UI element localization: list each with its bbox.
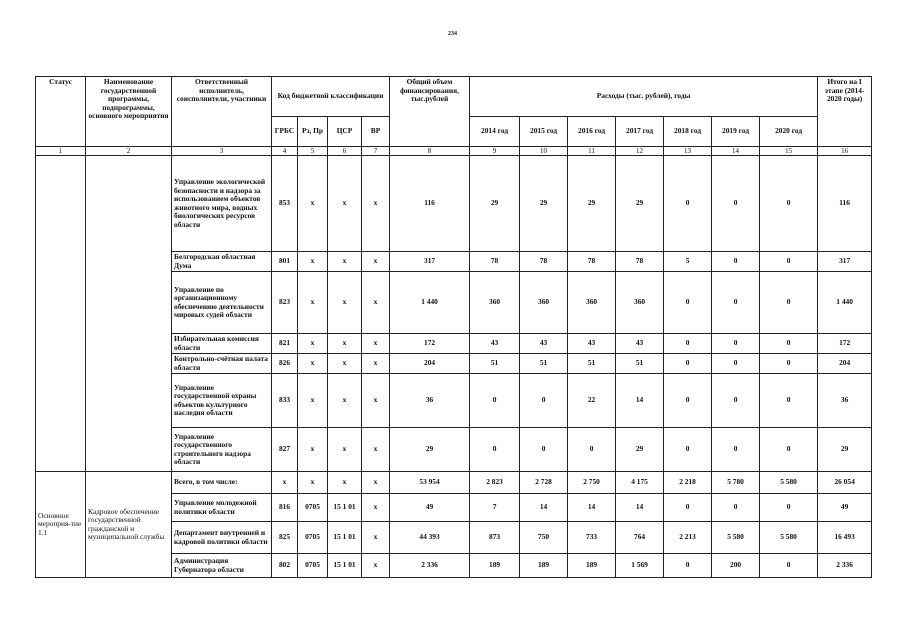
header-total-volume: Общий объем финансирования, тыс.рублей — [390, 77, 470, 147]
year-value-cell: 189 — [568, 554, 616, 578]
year-value-cell: 5 580 — [760, 472, 818, 494]
grbs-cell: 825 — [272, 522, 298, 554]
total-cell: 29 — [390, 428, 470, 472]
executor-cell: Контрольно-счётная палата области — [172, 354, 272, 374]
stage-total-cell: 26 054 — [818, 472, 872, 494]
year-value-cell: 0 — [664, 494, 712, 522]
total-cell: 116 — [390, 156, 470, 252]
year-value-cell: 0 — [712, 494, 760, 522]
grbs-cell: 802 — [272, 554, 298, 578]
column-number: 10 — [520, 147, 568, 156]
year-value-cell: 0 — [760, 374, 818, 428]
stage-total-cell: 16 493 — [818, 522, 872, 554]
grbs-cell: 823 — [272, 272, 298, 334]
rzpr-cell: х — [298, 156, 328, 252]
year-value-cell: 51 — [568, 354, 616, 374]
year-value-cell: 22 — [568, 374, 616, 428]
total-cell: 53 954 — [390, 472, 470, 494]
year-value-cell: 0 — [664, 374, 712, 428]
column-number: 13 — [664, 147, 712, 156]
year-value-cell: 0 — [520, 374, 568, 428]
column-number: 7 — [362, 147, 390, 156]
total-cell: 1 440 — [390, 272, 470, 334]
rzpr-cell: 0705 — [298, 522, 328, 554]
vr-cell: х — [362, 334, 390, 354]
header-year: 2018 год — [664, 117, 712, 147]
csr-cell: х — [328, 252, 362, 272]
year-value-cell: 360 — [568, 272, 616, 334]
column-number: 11 — [568, 147, 616, 156]
column-number: 2 — [86, 147, 172, 156]
vr-cell: х — [362, 252, 390, 272]
year-value-cell: 0 — [664, 272, 712, 334]
vr-cell: х — [362, 156, 390, 252]
header-stage-total: Итого на I этапе (2014-2020 годы) — [818, 77, 872, 147]
header-executor: Ответственный исполнитель, соисполнители, участники — [172, 77, 272, 147]
grbs-cell: 821 — [272, 334, 298, 354]
stage-total-cell: 204 — [818, 354, 872, 374]
grbs-cell: 833 — [272, 374, 298, 428]
year-value-cell: 1 569 — [616, 554, 664, 578]
executor-cell: Управление молодежной политики области — [172, 494, 272, 522]
stage-total-cell: 1 440 — [818, 272, 872, 334]
executor-cell: Департамент внутренней и кадровой политики области — [172, 522, 272, 554]
year-value-cell: 7 — [470, 494, 520, 522]
year-value-cell: 5 — [664, 252, 712, 272]
rzpr-cell: 0705 — [298, 554, 328, 578]
csr-cell: 15 1 01 — [328, 494, 362, 522]
year-value-cell: 2 218 — [664, 472, 712, 494]
year-value-cell: 78 — [616, 252, 664, 272]
year-value-cell: 0 — [760, 272, 818, 334]
year-value-cell: 0 — [760, 354, 818, 374]
year-value-cell: 750 — [520, 522, 568, 554]
year-value-cell: 0 — [760, 252, 818, 272]
grbs-cell: 827 — [272, 428, 298, 472]
year-value-cell: 0 — [712, 354, 760, 374]
total-cell: 44 393 — [390, 522, 470, 554]
total-cell: 49 — [390, 494, 470, 522]
header-year: 2020 год — [760, 117, 818, 147]
year-value-cell: 0 — [760, 554, 818, 578]
year-value-cell: 51 — [616, 354, 664, 374]
rzpr-cell: х — [298, 374, 328, 428]
csr-cell: х — [328, 334, 362, 354]
year-value-cell: 873 — [470, 522, 520, 554]
header-status: Статус — [36, 77, 86, 147]
executor-cell: Управление государственного строительного надзора области — [172, 428, 272, 472]
page-number: 234 — [448, 31, 457, 37]
grbs-cell: 816 — [272, 494, 298, 522]
year-value-cell: 2 823 — [470, 472, 520, 494]
year-value-cell: 0 — [760, 334, 818, 354]
total-cell: 317 — [390, 252, 470, 272]
total-cell: 36 — [390, 374, 470, 428]
csr-cell: х — [328, 272, 362, 334]
executor-cell: Белгородская областная Дума — [172, 252, 272, 272]
csr-cell: х — [328, 354, 362, 374]
executor-cell: Избирательная комиссия области — [172, 334, 272, 354]
executor-cell: Управление по организационному обеспечению деятельности мировых судей области — [172, 272, 272, 334]
column-number: 9 — [470, 147, 520, 156]
csr-cell: х — [328, 156, 362, 252]
year-value-cell: 29 — [616, 428, 664, 472]
budget-table — [35, 76, 872, 578]
vr-cell: х — [362, 522, 390, 554]
vr-cell: х — [362, 374, 390, 428]
header-budget-code: Код бюджетной классификации — [272, 77, 390, 117]
year-value-cell: 0 — [760, 494, 818, 522]
year-value-cell: 0 — [664, 334, 712, 354]
column-number: 4 — [272, 147, 298, 156]
grbs-cell: х — [272, 472, 298, 494]
year-value-cell: 733 — [568, 522, 616, 554]
rzpr-cell: х — [298, 252, 328, 272]
executor-cell: Всего, в том числе: — [172, 472, 272, 494]
total-cell: 204 — [390, 354, 470, 374]
year-value-cell: 200 — [712, 554, 760, 578]
year-value-cell: 2 728 — [520, 472, 568, 494]
executor-cell: Управление экологической безопасности и надзора за использованием объектов животного мира, водных биологических ресурсов области — [172, 156, 272, 252]
vr-cell: х — [362, 428, 390, 472]
year-value-cell: 5 580 — [760, 522, 818, 554]
column-number: 5 — [298, 147, 328, 156]
rzpr-cell: 0705 — [298, 494, 328, 522]
column-number: 14 — [712, 147, 760, 156]
year-value-cell: 764 — [616, 522, 664, 554]
rzpr-cell: х — [298, 354, 328, 374]
csr-cell: х — [328, 374, 362, 428]
year-value-cell: 360 — [470, 272, 520, 334]
vr-cell: х — [362, 472, 390, 494]
stage-total-cell: 29 — [818, 428, 872, 472]
year-value-cell: 0 — [712, 374, 760, 428]
stage-total-cell: 172 — [818, 334, 872, 354]
measure-status-cell: Основное мероприя-тие 1.1 — [36, 472, 86, 578]
year-value-cell: 0 — [760, 156, 818, 252]
stage-total-cell: 2 336 — [818, 554, 872, 578]
year-value-cell: 189 — [520, 554, 568, 578]
rzpr-cell: х — [298, 334, 328, 354]
year-value-cell: 43 — [470, 334, 520, 354]
year-value-cell: 78 — [470, 252, 520, 272]
year-value-cell: 0 — [712, 156, 760, 252]
year-value-cell: 78 — [520, 252, 568, 272]
rzpr-cell: х — [298, 272, 328, 334]
executor-cell: Управление государственной охраны объектов культурного наследия области — [172, 374, 272, 428]
header-expenses: Расходы (тыс. рублей), годы — [470, 77, 818, 117]
year-value-cell: 51 — [520, 354, 568, 374]
year-value-cell: 4 175 — [616, 472, 664, 494]
year-value-cell: 51 — [470, 354, 520, 374]
table-row — [36, 472, 872, 494]
vr-cell: х — [362, 354, 390, 374]
year-value-cell: 0 — [520, 428, 568, 472]
total-cell: 2 336 — [390, 554, 470, 578]
year-value-cell: 0 — [568, 428, 616, 472]
vr-cell: х — [362, 494, 390, 522]
year-value-cell: 14 — [568, 494, 616, 522]
year-value-cell: 43 — [520, 334, 568, 354]
year-value-cell: 0 — [664, 428, 712, 472]
column-number: 8 — [390, 147, 470, 156]
year-value-cell: 0 — [712, 428, 760, 472]
header-year: 2015 год — [520, 117, 568, 147]
year-value-cell: 0 — [760, 428, 818, 472]
csr-cell: х — [328, 472, 362, 494]
year-value-cell: 5 780 — [712, 472, 760, 494]
measure-name-cell: Кадровое обеспечение государственной гражданской и муниципальной службы — [86, 472, 172, 578]
header-vr: ВР — [362, 117, 390, 147]
column-numbers-row — [36, 147, 872, 156]
header-year: 2019 год — [712, 117, 760, 147]
year-value-cell: 29 — [568, 156, 616, 252]
header-name: Наименование государственной программы, подпрограммы, основного мероприятия — [86, 77, 172, 147]
year-value-cell: 0 — [712, 272, 760, 334]
year-value-cell: 5 580 — [712, 522, 760, 554]
stage-total-cell: 116 — [818, 156, 872, 252]
year-value-cell: 0 — [712, 252, 760, 272]
year-value-cell: 0 — [664, 354, 712, 374]
csr-cell: 15 1 01 — [328, 554, 362, 578]
year-value-cell: 78 — [568, 252, 616, 272]
column-number: 12 — [616, 147, 664, 156]
header-rzpr: Рз, Пр — [298, 117, 328, 147]
year-value-cell: 29 — [520, 156, 568, 252]
stage-total-cell: 317 — [818, 252, 872, 272]
header-csr: ЦСР — [328, 117, 362, 147]
header-year: 2016 год — [568, 117, 616, 147]
rzpr-cell: х — [298, 428, 328, 472]
rzpr-cell: х — [298, 472, 328, 494]
grbs-cell: 801 — [272, 252, 298, 272]
year-value-cell: 360 — [616, 272, 664, 334]
year-value-cell: 14 — [520, 494, 568, 522]
total-cell: 172 — [390, 334, 470, 354]
header-year: 2014 год — [470, 117, 520, 147]
stage-total-cell: 49 — [818, 494, 872, 522]
grbs-cell: 853 — [272, 156, 298, 252]
vr-cell: х — [362, 554, 390, 578]
year-value-cell: 0 — [470, 428, 520, 472]
year-value-cell: 2 750 — [568, 472, 616, 494]
year-value-cell: 0 — [712, 334, 760, 354]
year-value-cell: 0 — [470, 374, 520, 428]
header-year: 2017 год — [616, 117, 664, 147]
executor-cell: Администрация Губернатора области — [172, 554, 272, 578]
year-value-cell: 14 — [616, 374, 664, 428]
column-number: 3 — [172, 147, 272, 156]
year-value-cell: 189 — [470, 554, 520, 578]
name-cell — [86, 156, 172, 472]
table-row — [36, 156, 872, 252]
vr-cell: х — [362, 272, 390, 334]
column-number: 6 — [328, 147, 362, 156]
year-value-cell: 43 — [568, 334, 616, 354]
csr-cell: 15 1 01 — [328, 522, 362, 554]
year-value-cell: 43 — [616, 334, 664, 354]
column-number: 16 — [818, 147, 872, 156]
grbs-cell: 826 — [272, 354, 298, 374]
header-grbs: ГРБС — [272, 117, 298, 147]
year-value-cell: 29 — [616, 156, 664, 252]
year-value-cell: 0 — [664, 554, 712, 578]
year-value-cell: 14 — [616, 494, 664, 522]
stage-total-cell: 36 — [818, 374, 872, 428]
year-value-cell: 360 — [520, 272, 568, 334]
year-value-cell: 29 — [470, 156, 520, 252]
column-number: 1 — [36, 147, 86, 156]
csr-cell: х — [328, 428, 362, 472]
column-number: 15 — [760, 147, 818, 156]
year-value-cell: 0 — [664, 156, 712, 252]
year-value-cell: 2 213 — [664, 522, 712, 554]
status-cell — [36, 156, 86, 472]
